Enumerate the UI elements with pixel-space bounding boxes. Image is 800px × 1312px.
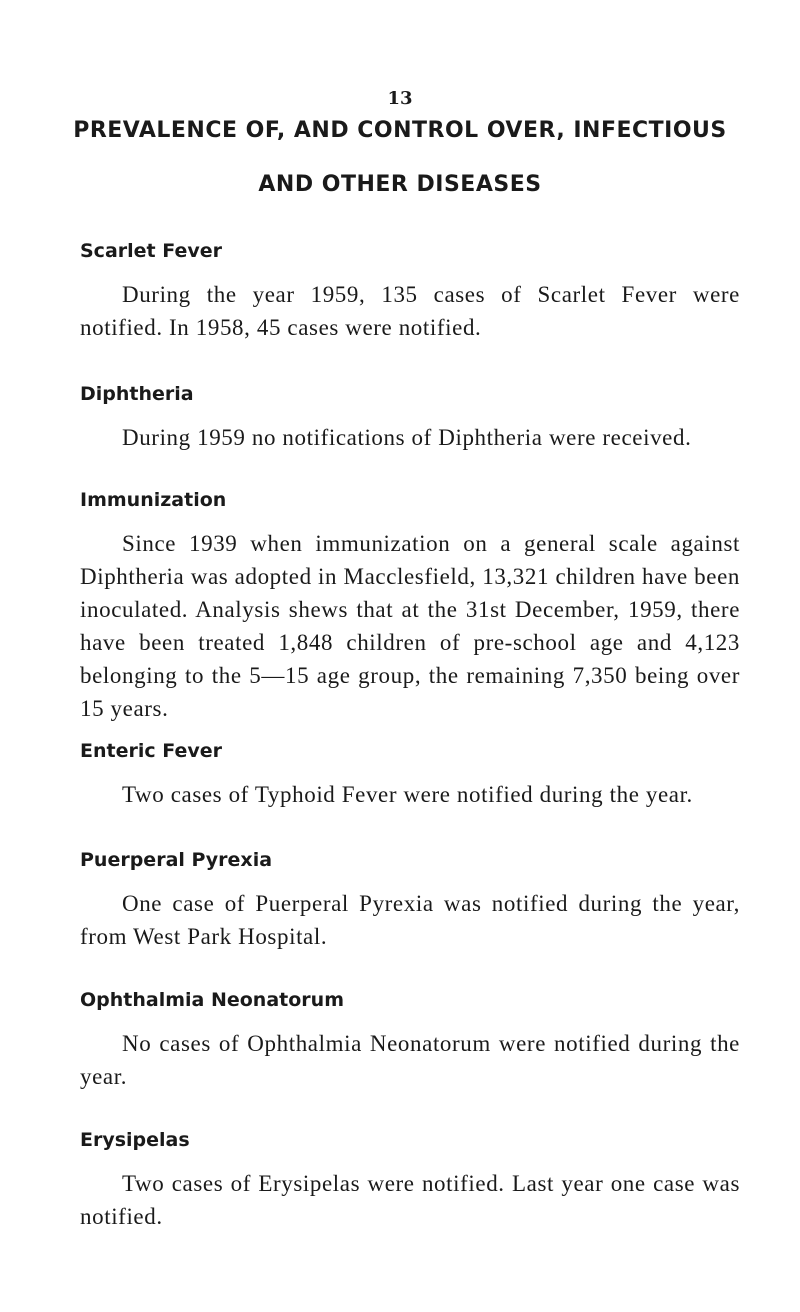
section-scarlet-fever xyxy=(80,238,740,344)
section-body: Since 1939 when immunization on a general scale against Diphtheria was adopted in Macclesfield, 13,321 children have been inoculated. Analysis shews that at the 31st December, 1959, there have been treated 1,848 children of pre-school age and 4,123 belonging to the 5—15 age group, the remaining 7,350 being over 15 years. xyxy=(80,531,740,721)
section-heading: Puerperal Pyrexia xyxy=(80,849,273,871)
section-body: No cases of Ophthalmia Neonatorum were notified during the year. xyxy=(80,1031,740,1089)
section-ophthalmia-neonatorum xyxy=(80,987,740,1093)
page-title-line-2: AND OTHER DISEASES xyxy=(258,172,542,197)
section-heading: Enteric Fever xyxy=(80,740,222,762)
section-body: During the year 1959, 135 cases of Scarlet Fever were notified. In 1958, 45 cases were notified. xyxy=(80,282,740,340)
section-puerperal-pyrexia xyxy=(80,847,740,953)
section-body: One case of Puerperal Pyrexia was notified during the year, from West Park Hospital. xyxy=(80,891,740,949)
section-erysipelas xyxy=(80,1127,740,1233)
section-immunization xyxy=(80,487,740,725)
section-heading: Immunization xyxy=(80,489,227,511)
section-heading: Ophthalmia Neonatorum xyxy=(80,989,344,1011)
section-diphtheria xyxy=(80,381,740,454)
section-body: During 1959 no notifications of Diphtheria were received. xyxy=(122,425,692,450)
section-heading: Diphtheria xyxy=(80,383,194,405)
section-body: Two cases of Typhoid Fever were notified during the year. xyxy=(122,782,693,807)
section-heading: Scarlet Fever xyxy=(80,240,222,262)
section-body: Two cases of Erysipelas were notified. Last year one case was notified. xyxy=(80,1171,740,1229)
page-number: 13 xyxy=(387,88,413,109)
section-enteric-fever xyxy=(80,738,740,811)
page-title-line-1: PREVALENCE OF, AND CONTROL OVER, INFECTIOUS xyxy=(73,118,727,143)
section-heading: Erysipelas xyxy=(80,1129,190,1151)
